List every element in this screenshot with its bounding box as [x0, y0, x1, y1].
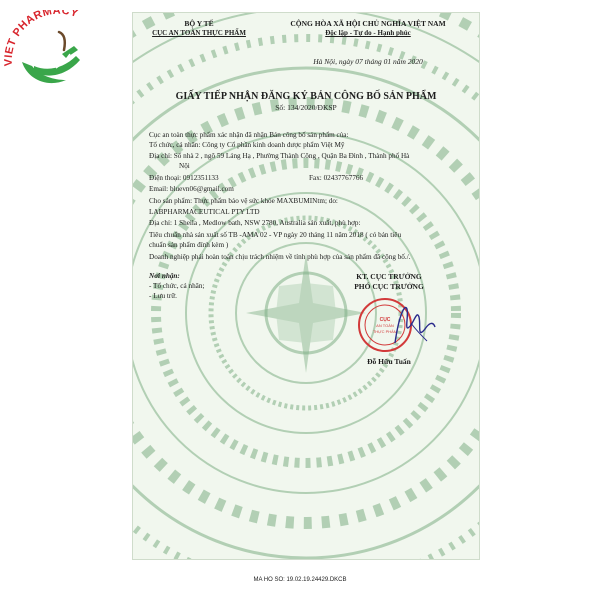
recipient-1: - Tổ chức, cá nhân; — [149, 282, 205, 290]
motto: Độc lập - Tự do - Hạnh phúc — [325, 29, 411, 37]
email: Email: bluevn06@gmail.com — [149, 185, 234, 193]
viet-pharmacy-logo — [4, 10, 114, 92]
responsibility: Doanh nghiệp phải hoàn toàn chịu trách nhiệm về tính phù hợp của sản phẩm đã công bố./. — [149, 253, 411, 261]
signature-title-2: PHÓ CỤC TRƯỞNG — [354, 282, 424, 291]
logo-text: IET PHARMACY — [4, 10, 80, 59]
product: Cho sản phẩm: Thực phẩm bảo vệ sức khỏe MAXBUMINtm; do: — [149, 197, 338, 205]
country-name: CỘNG HÒA XÃ HỘI CHỦ NGHĨA VIỆT NAM — [290, 19, 446, 28]
ministry-name: BỘ Y TẾ — [184, 19, 214, 28]
document-title: GIẤY TIẾP NHẬN ĐĂNG KÝ BẢN CÔNG BỐ SẢN PHẨM — [175, 91, 437, 102]
standard-line-2: chuẩn sản phẩm đính kèm ) — [149, 241, 229, 249]
certificate-document — [132, 12, 480, 560]
address-line-1: Địa chỉ: Số nhà 2 , ngõ 59 Láng Hạ , Phường Thành Công , Quận Ba Đình , Thành phố Hà — [149, 152, 410, 160]
svg-text:THỰC PHẨM: THỰC PHẨM — [372, 329, 398, 334]
phone: Điện thoại: 0912351133 — [149, 174, 219, 182]
document-number: Số: 134/2020/ĐKSP — [275, 103, 337, 112]
manufacturer: LABPHARMACEUTICAL PTY LTD — [149, 208, 260, 216]
dossier-code: MA HO SO: 19.02.19.24429.DKCB — [253, 577, 347, 583]
svg-text:CỤC: CỤC — [379, 317, 391, 323]
standard-line-1: Tiêu chuẩn nhà sản xuất số TB -AMA 02 - VP ngày 20 tháng 11 năm 2018 ( có bản tiêu — [149, 231, 402, 239]
address-line-2: Nội — [179, 162, 190, 170]
manufacturer-address: Địa chỉ: 1 Sheila , Medlow bath, NSW 2780, Australia sản xuất, phù hợp: — [149, 219, 361, 227]
organization: Tổ chức, cá nhân: Công ty Cổ phần kinh doanh dược phẩm Việt Mỹ — [149, 141, 345, 149]
intro-text: Cục an toàn thực phẩm xác nhận đã nhận Bản công bố sản phẩm của: — [149, 131, 349, 139]
recipients-heading: Nơi nhận: — [149, 272, 180, 280]
department-name: CỤC AN TOÀN THỰC PHẨM — [152, 29, 246, 37]
issue-date: Hà Nội, ngày 07 tháng 01 năm 2020 — [313, 57, 423, 66]
svg-text:VIET PHARMACY — [4, 10, 80, 66]
official-stamp-and-signature — [355, 295, 455, 355]
signature-title-1: KT. CỤC TRƯỞNG — [356, 272, 422, 281]
signatory-name: Đỗ Hữu Tuấn — [367, 357, 411, 366]
svg-text:AN TOÀN: AN TOÀN — [376, 323, 394, 328]
recipient-2: - Lưu trữ. — [149, 292, 177, 300]
fax: Fax: 02437767766 — [309, 174, 364, 182]
